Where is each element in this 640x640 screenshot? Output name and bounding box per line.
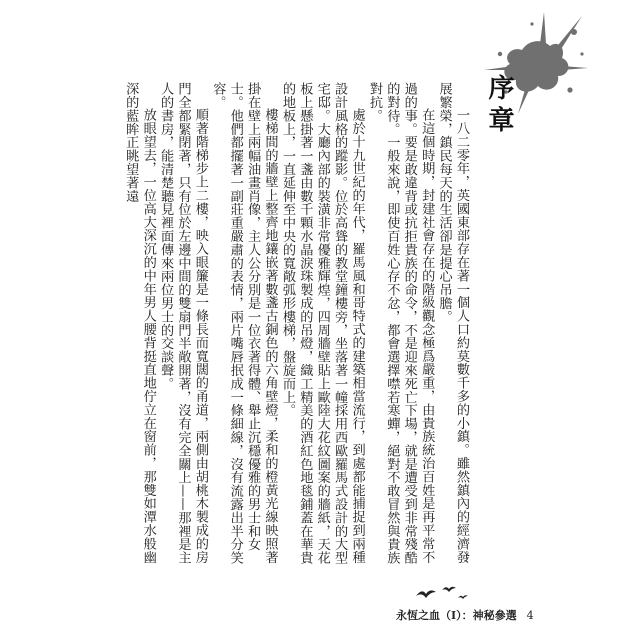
paragraph: 樓梯間的牆壁上整齊地鑲嵌著數盞古銅色的六角壁燈，柔和的橙黃光線映照著掛在壁上兩幅油畫肖像，主人公分別是一位衣著得體、舉止沉穩優雅的男士和女士。他們都擺著一副莊重嚴肅的表情，兩片嘴唇抿成一條細線，沒有流露出半分笑容。 — [210, 82, 278, 565]
body-text — [123, 82, 470, 568]
paragraph: 處於十九世紀的年代，羅馬風和哥特式的建築相當流行，到處都能捕捉到兩種設計風格的蹤影。位於高聳的教堂鐘樓旁，坐落著一幢採用西歐羅馬式設計的大型宅邸。大廳內部的裝潢非常優雅輝煌，四周牆壁貼上歐陸大花紋圖案的牆紙，天花板上懸掛著一盞由數千顆水晶淚珠製成的吊燈，織工精美的酒紅色地毯鋪蓋在華貴的地板上，一直延伸至中央的寬敞弧形樓梯，盤旋而上。 — [279, 82, 365, 565]
birds-icon — [412, 582, 472, 604]
paragraph: 在這個時期，封建社會存在的階級觀念極爲嚴重，由貴族統治百姓是再平常不過的事。要是敢違背或抗拒貴族的命令，不是迎來死亡下場，就是遭受到非常殘酷的對待。一般來說，即使百姓心存不忿，都會選擇噤若寒蟬，絕對不敢冒然與貴族對抗。 — [366, 82, 435, 565]
paragraph: 放眼望去，一位高大深沉的中年男人腰背挺直地佇立在窗前，那雙如潭水般幽深的藍眸正眺望著遠 — [123, 82, 156, 564]
paragraph: 順著階梯步上二樓，映入眼簾是一條長而寬闊的甬道，兩側由胡桃木製成的房門全都緊閉著，只有位於左邊中間的雙扇門半敞開著，沒有完全關上——那裡是主人的書房，能清楚聽見裡面傳來兩位男士的交談聲。 — [158, 82, 208, 565]
paragraph: 一八二零年，英國東部存在著一個人口約莫數千多的小鎮。雖然鎮內的經濟發展繁榮，鎮民每天的生活卻是提心吊膽。 — [436, 82, 469, 564]
book-title: 永恆之血（Ⅰ）：神秘參選 — [396, 609, 517, 622]
page-footer — [396, 607, 534, 623]
chapter-title: 序章 — [484, 74, 514, 138]
page-number: 4 — [526, 608, 534, 622]
